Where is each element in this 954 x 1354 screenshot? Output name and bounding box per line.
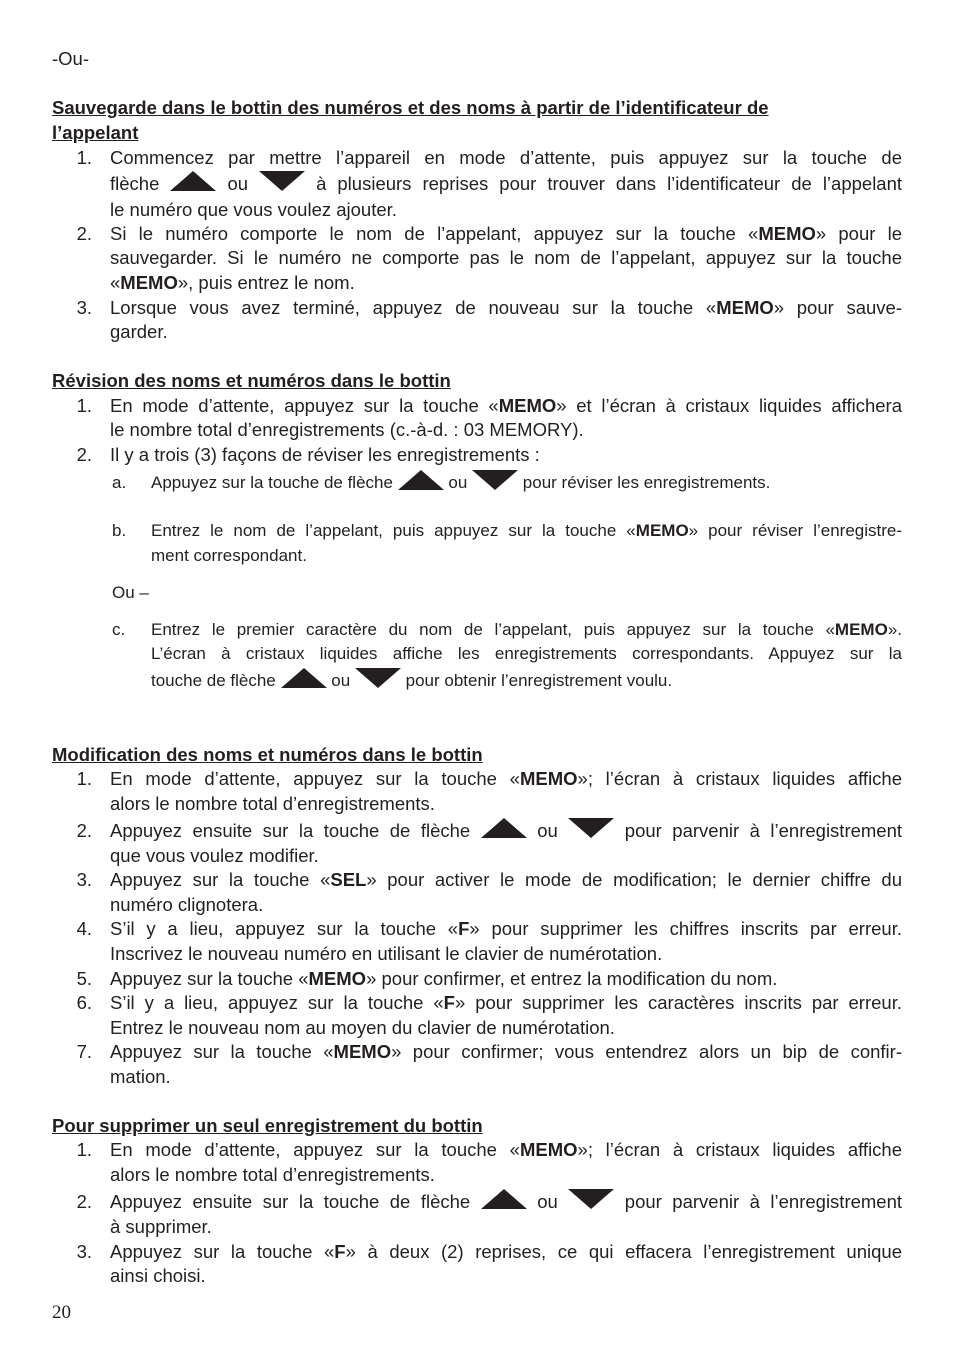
list-item-text: flèche ou à plusieurs reprises pour trouver dans l’identificateur de l’appelant	[110, 173, 903, 194]
list-number: 3.	[76, 869, 92, 890]
list-item-text: Si le numéro comporte le nom de l’appelant, appuyez sur la touche «MEMO» pour le	[110, 223, 902, 244]
section-heading-review: Révision des noms et numéros dans le bottin	[52, 370, 451, 391]
list-item-text: En mode d’attente, appuyez sur la touche «MEMO»; l’écran à cristaux liquides affiche	[110, 1139, 903, 1160]
list-item-text: que vous voulez modifier.	[110, 845, 319, 866]
list-item-text: mation.	[110, 1066, 171, 1087]
list-number: 2.	[76, 223, 92, 244]
list-item-text: S’il y a lieu, appuyez sur la touche «F» pour supprimer les caractères inscrits par erreur.	[110, 992, 902, 1013]
list-number: 2.	[76, 820, 92, 841]
section-heading-save-callerid-cont: l’appelant	[52, 122, 139, 143]
down-arrow-key-icon	[568, 818, 614, 838]
list-item-text: garder.	[110, 321, 168, 342]
sub-item-text: Entrez le premier caractère du nom de l’appelant, puis appuyez sur la touche «MEMO».	[151, 620, 902, 639]
list-item-text: Appuyez sur la touche «MEMO» pour confirmer; vous entendrez alors un bip de confir-	[110, 1041, 902, 1062]
list-number: 7.	[76, 1041, 92, 1062]
section-heading-modify: Modification des noms et numéros dans le bottin	[52, 744, 483, 765]
list-number: 3.	[76, 1241, 92, 1262]
list-item-text: à supprimer.	[110, 1216, 212, 1237]
list-number: 5.	[76, 968, 92, 989]
section-heading-save-callerid: Sauvegarde dans le bottin des numéros et des noms à partir de l’identificateur de	[52, 97, 769, 118]
list-number: 3.	[76, 297, 92, 318]
list-item-text: alors le nombre total d’enregistrements.	[110, 1164, 435, 1185]
list-number: 2.	[76, 1191, 92, 1212]
list-item-text: «MEMO», puis entrez le nom.	[110, 272, 355, 293]
page-number: 20	[52, 1302, 71, 1323]
list-number: 2.	[76, 444, 92, 465]
sub-item-letter: a.	[112, 473, 127, 492]
list-item-text: Appuyez sur la touche «F» à deux (2) reprises, ce qui effacera l’enregistrement unique	[110, 1241, 902, 1262]
list-number: 1.	[76, 395, 92, 416]
list-number: 1.	[76, 768, 92, 789]
list-item-text: le nombre total d’enregistrements (c.-à-d. : 03 MEMORY).	[110, 419, 584, 440]
sub-item-letter: c.	[112, 620, 126, 639]
down-arrow-key-icon	[259, 171, 305, 191]
sub-item-letter: b.	[112, 521, 127, 540]
list-item-text: numéro clignotera.	[110, 894, 264, 915]
sub-item-text: Appuyez sur la touche de flèche ou pour réviser les enregistrements.	[151, 471, 902, 495]
or-separator: -Ou-	[52, 48, 89, 69]
list-item-text: Commencez par mettre l’appareil en mode d’attente, puis appuyez sur la touche de	[110, 147, 902, 168]
up-arrow-key-icon	[170, 171, 216, 191]
list-item-text: En mode d’attente, appuyez sur la touche «MEMO»; l’écran à cristaux liquides affiche	[110, 768, 903, 789]
list-item-text: Il y a trois (3) façons de réviser les enregistrements :	[110, 444, 540, 465]
up-arrow-key-icon	[398, 470, 444, 490]
list-item-text: Appuyez ensuite sur la touche de flèche ou pour parvenir à l’enregistrement	[110, 820, 903, 841]
down-arrow-key-icon	[355, 668, 401, 688]
sub-item-text: ment correspondant.	[151, 546, 307, 565]
list-item-text: En mode d’attente, appuyez sur la touche «MEMO» et l’écran à cristaux liquides affichera	[110, 395, 902, 416]
list-number: 4.	[76, 918, 92, 939]
list-item-text: Inscrivez le nouveau numéro en utilisant le clavier de numérotation.	[110, 943, 663, 964]
sub-item-text: touche de flèche ou pour obtenir l’enregistrement voulu.	[151, 669, 902, 693]
up-arrow-key-icon	[481, 818, 527, 838]
list-item-text: Appuyez sur la touche «SEL» pour activer le mode de modification; le dernier chiffre du	[110, 869, 902, 890]
up-arrow-key-icon	[481, 1189, 527, 1209]
list-number: 1.	[76, 147, 92, 168]
list-item-text: Appuyez ensuite sur la touche de flèche ou pour parvenir à l’enregistrement	[110, 1191, 903, 1212]
list-item-text: le numéro que vous voulez ajouter.	[110, 199, 397, 220]
sub-item-text: Entrez le nom de l’appelant, puis appuyez sur la touche «MEMO» pour réviser l’enregistre-	[151, 521, 903, 540]
list-item-text: Appuyez sur la touche «MEMO» pour confirmer, et entrez la modification du nom.	[110, 968, 778, 989]
sub-item-text: L’écran à cristaux liquides affiche les enregistrements correspondants. Appuyez sur la	[151, 644, 902, 663]
list-number: 1.	[76, 1139, 92, 1160]
list-item-text: alors le nombre total d’enregistrements.	[110, 793, 435, 814]
list-item-text: S’il y a lieu, appuyez sur la touche «F» pour supprimer les chiffres inscrits par erreur.	[110, 918, 902, 939]
list-number: 6.	[76, 992, 92, 1013]
list-item-text: ainsi choisi.	[110, 1265, 206, 1286]
up-arrow-key-icon	[281, 668, 327, 688]
list-item-text: Entrez le nouveau nom au moyen du clavier de numérotation.	[110, 1017, 615, 1038]
down-arrow-key-icon	[568, 1189, 614, 1209]
or-separator: Ou –	[112, 583, 149, 602]
list-item-text: sauvegarder. Si le numéro ne comporte pas le nom de l’appelant, appuyez sur la touche	[110, 247, 902, 268]
list-item-text: Lorsque vous avez terminé, appuyez de nouveau sur la touche «MEMO» pour sauve-	[110, 297, 902, 318]
section-heading-delete: Pour supprimer un seul enregistrement du bottin	[52, 1115, 483, 1136]
down-arrow-key-icon	[472, 470, 518, 490]
